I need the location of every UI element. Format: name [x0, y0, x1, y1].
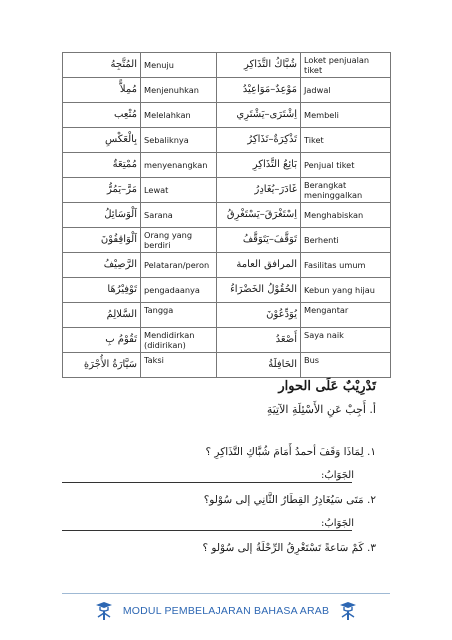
arabic-term-right: اِشْتَرَى–يَشْتَرِي [217, 103, 301, 128]
arabic-term-left: السَّلالِمُ [63, 303, 141, 328]
table-row [63, 303, 391, 328]
indonesian-meaning-right: Kebun yang hijau [301, 278, 391, 303]
graduate-figure-icon [95, 601, 113, 621]
arabic-term-left: الرَّصِيْفُ [63, 253, 141, 278]
indonesian-meaning-left: Menuju [141, 53, 217, 78]
indonesian-meaning-left: Melelahkan [141, 103, 217, 128]
table-row [63, 353, 391, 378]
vocabulary-table [62, 52, 391, 378]
table-row [63, 178, 391, 203]
table-row [63, 203, 391, 228]
arabic-term-right: مَوْعِدٌ–مَوَاعِيْدُ [217, 78, 301, 103]
indonesian-meaning-right: Membeli [301, 103, 391, 128]
table-row [63, 228, 391, 253]
indonesian-meaning-right: Berangkat meninggalkan [301, 178, 391, 203]
table-row [63, 53, 391, 78]
answer-label-2: الجَوَابُ: [320, 518, 354, 529]
footer-title: MODUL PEMBELAJARAN BAHASA ARAB [122, 605, 330, 617]
exercise-title: تَدْرِيْبٌ عَلَى الحوار [278, 379, 376, 394]
indonesian-meaning-left: menyenangkan [141, 153, 217, 178]
question-2: ٢. مَتَى سَيُغَادِرُ القِطَارُ الثَّانِي إلى سُوْلو؟ [203, 494, 376, 506]
arabic-term-right: المرافق العامة [217, 253, 301, 278]
indonesian-meaning-right: Loket penjualan tiket [301, 53, 391, 78]
arabic-term-right: غَادَرَ–يُغَادِرُ [217, 178, 301, 203]
arabic-term-right: تَذْكِرَةٌ–تَذَاكِرُ [217, 128, 301, 153]
arabic-term-right: الحَافِلَةُ [217, 353, 301, 378]
arabic-term-right: تَوَقَّفَ–يَتَوَقَّفُ [217, 228, 301, 253]
indonesian-meaning-left: Sebaliknya [141, 128, 217, 153]
indonesian-meaning-right: Bus [301, 353, 391, 378]
indonesian-meaning-right: Mengantar [301, 303, 391, 328]
indonesian-meaning-right: Menghabiskan [301, 203, 391, 228]
table-row [63, 253, 391, 278]
indonesian-meaning-left: Sarana [141, 203, 217, 228]
table-row [63, 103, 391, 128]
indonesian-meaning-right: Fasilitas umum [301, 253, 391, 278]
arabic-term-left: مَرَّ–يَمُرُّ [63, 178, 141, 203]
arabic-term-right: شُبَّاكُ التَّذَاكِرِ [217, 53, 301, 78]
arabic-term-right: أَصْعَدُ [217, 328, 301, 353]
table-row [63, 328, 391, 353]
footer-divider [62, 593, 390, 594]
graduate-figure-icon [339, 601, 357, 621]
exercise-instruction: أ. أَجِبْ عَنِ الأَسْئِلَةِ الآتِيَةِ [266, 403, 376, 416]
page-footer [0, 600, 452, 622]
arabic-term-left: مُمْتِعَةٌ [63, 153, 141, 178]
arabic-term-left: مُمِلاًّ [63, 78, 141, 103]
arabic-term-left: سَيَّارَةُ الأُجْرَةِ [63, 353, 141, 378]
arabic-term-left: تَقُوْمُ بِ [63, 328, 141, 353]
arabic-term-right: بَائِعُ التَّذَاكِرِ [217, 153, 301, 178]
indonesian-meaning-right: Saya naik [301, 328, 391, 353]
arabic-term-right: اِسْتَغْرَقَ–يَسْتَغْرِقُ [217, 203, 301, 228]
arabic-term-left: مُتْعِب [63, 103, 141, 128]
question-3: ٣. كَمْ سَاعةً تَسْتَغْرِقُ الرِّحْلَةُ إلى سُوْلو ؟ [202, 542, 376, 554]
indonesian-meaning-left: Menjenuhkan [141, 78, 217, 103]
indonesian-meaning-left: Lewat [141, 178, 217, 203]
indonesian-meaning-right: Tiket [301, 128, 391, 153]
arabic-term-left: المُتَّجِهُ [63, 53, 141, 78]
indonesian-meaning-left: Pelataran/peron [141, 253, 217, 278]
table-row [63, 128, 391, 153]
indonesian-meaning-left: pengadaanya [141, 278, 217, 303]
arabic-term-left: تَوْفِيْرُهَا [63, 278, 141, 303]
arabic-term-left: اَلْوَاقِفُوْنَ [63, 228, 141, 253]
indonesian-meaning-left: Mendidirkan (didirikan) [141, 328, 217, 353]
arabic-term-right: الحُقُوْلُ الخَضْرَاءُ [217, 278, 301, 303]
indonesian-meaning-left: Tangga [141, 303, 217, 328]
indonesian-meaning-right: Jadwal [301, 78, 391, 103]
indonesian-meaning-left: Taksi [141, 353, 217, 378]
arabic-term-left: اَلْوَسَائِلُ [63, 203, 141, 228]
indonesian-meaning-right: Penjual tiket [301, 153, 391, 178]
arabic-term-right: يُوَدِّعُوْنَ [217, 303, 301, 328]
vocabulary-table-body [63, 53, 391, 378]
answer-label-1: الجَوَابُ: [320, 470, 354, 481]
table-row [63, 278, 391, 303]
question-1: ١. لِمَاذَا وَقَفَ أحمدُ أَمَامَ شُبَّاكِ التَّذَاكِرِ ؟ [205, 446, 376, 458]
answer-line-1[interactable] [62, 482, 352, 483]
table-row [63, 153, 391, 178]
indonesian-meaning-right: Berhenti [301, 228, 391, 253]
table-row [63, 78, 391, 103]
answer-line-2[interactable] [62, 530, 352, 531]
arabic-term-left: بِالْعَكْسِ [63, 128, 141, 153]
indonesian-meaning-left: Orang yang berdiri [141, 228, 217, 253]
